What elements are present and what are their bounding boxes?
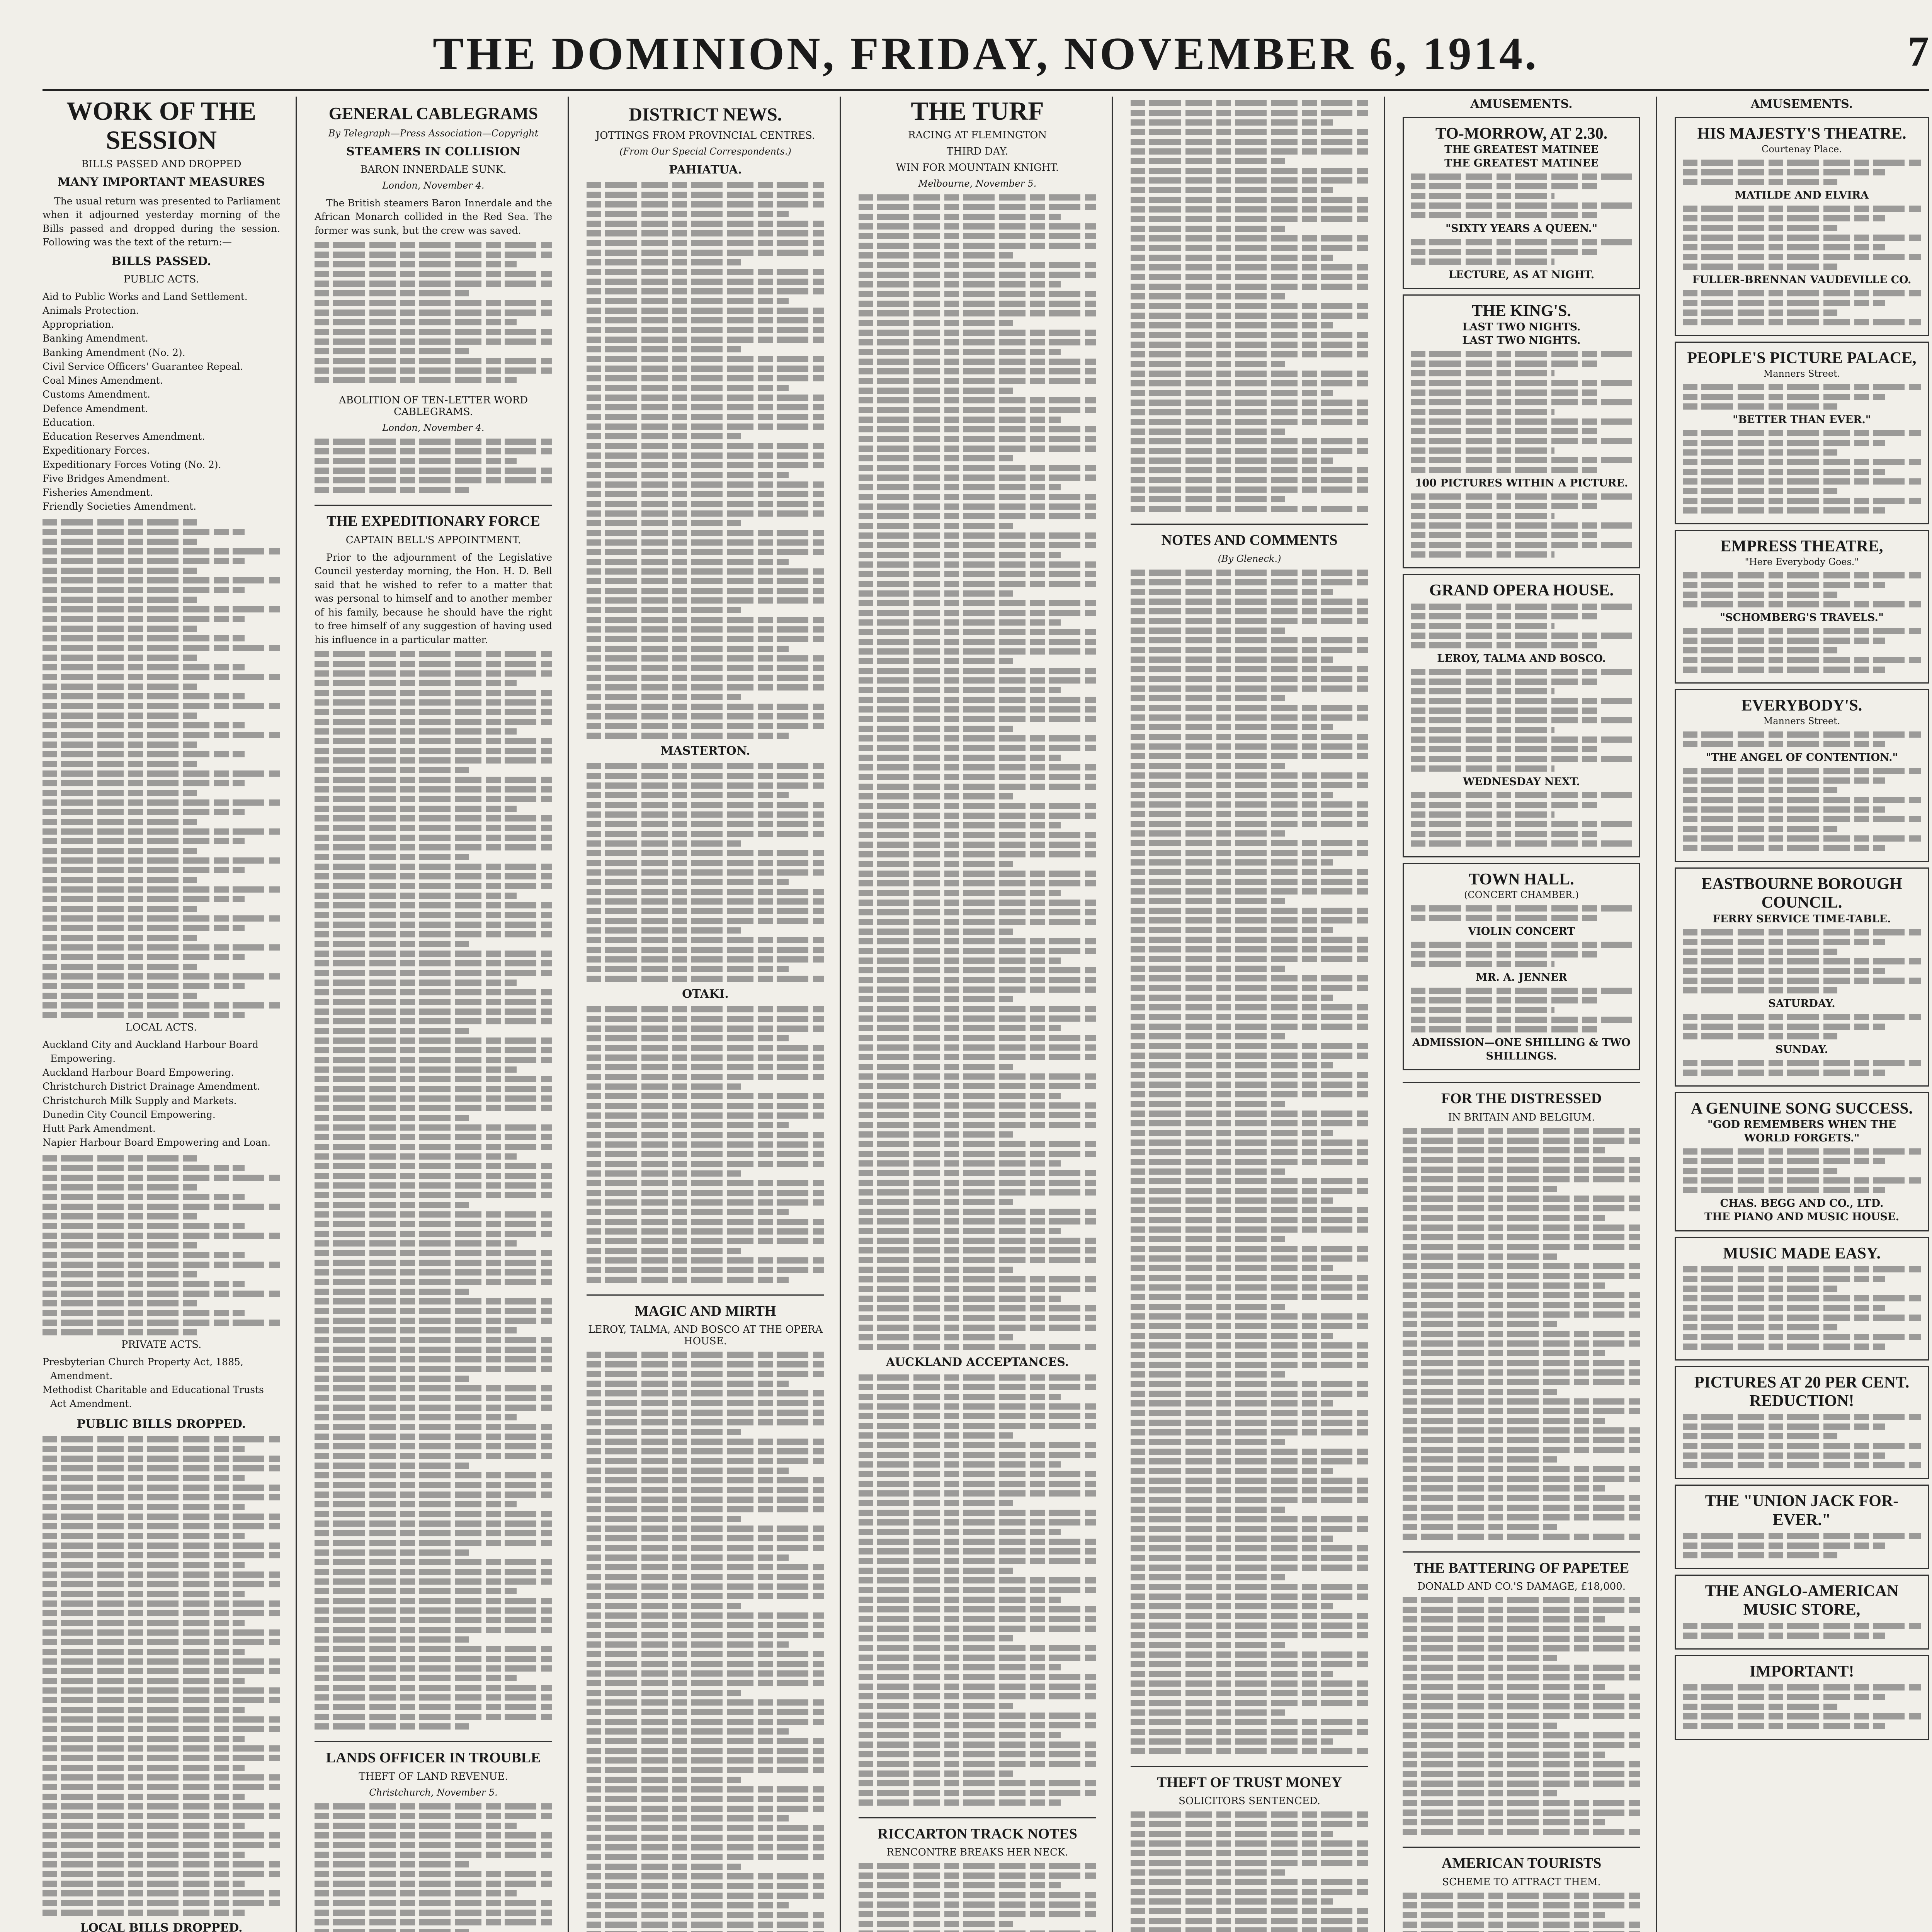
music-made-easy-ad	[1675, 1237, 1929, 1361]
ad-line: Manners Street.	[1763, 716, 1840, 727]
eastbourne-ferry-ad	[1675, 867, 1929, 1087]
his-majestys-ad	[1675, 117, 1929, 336]
steamers-paragraph: The British steamers Baron Innerdale and the African Monarch collided in the Red Sea. The former was sunk, but the crew was saved.	[315, 197, 552, 236]
list-item: Appropriation.	[43, 319, 114, 330]
list-item: Christchurch District Drainage Amendment.	[43, 1081, 260, 1092]
expeditionary-force-heading: THE EXPEDITIONARY FORCE	[315, 505, 552, 531]
column-4	[859, 97, 1113, 1932]
ad-title: MUSIC MADE EASY.	[1723, 1244, 1881, 1262]
peoples-picture-palace-ad	[1675, 342, 1929, 524]
riccarton-heading: RICCARTON TRACK NOTES	[859, 1817, 1096, 1843]
list-item: Banking Amendment (No. 2).	[43, 347, 185, 358]
session-intro: The usual return was presented to Parliament when it adjourned yesterday morning of the Bills passed and dropped during the session. Following was the text of the return:—	[43, 195, 280, 248]
ad-line: SATURDAY.	[1768, 997, 1835, 1010]
otaki-heading: OTAKI.	[682, 987, 729, 1001]
dateline: London, November 4.	[382, 422, 485, 434]
britain-belgium-sub: IN BRITAIN AND BELGIUM.	[1448, 1111, 1595, 1123]
list-item: Dunedin City Council Empowering.	[43, 1109, 216, 1120]
masthead	[43, 23, 1929, 91]
columns	[43, 97, 1929, 1932]
ad-title: THE KING'S.	[1472, 302, 1571, 320]
pictures-reduction-ad	[1675, 1366, 1929, 1480]
list-item: Defence Amendment.	[43, 403, 148, 414]
ad-line: CHAS. BEGG AND CO., LTD.	[1720, 1197, 1884, 1210]
list-item: Expeditionary Forces Voting (No. 2).	[43, 459, 221, 470]
grand-opera-house-ad	[1403, 574, 1640, 857]
gleneck-byline: (By Gleneck.)	[1218, 553, 1281, 564]
list-item: Civil Service Officers' Guarantee Repeal.	[43, 361, 243, 372]
ad-line: Courtenay Place.	[1762, 144, 1842, 155]
list-item: Napier Harbour Board Empowering and Loan.	[43, 1137, 271, 1148]
ad-line: VIOLIN CONCERT	[1468, 925, 1575, 937]
ad-line: (CONCERT CHAMBER.)	[1464, 889, 1579, 901]
baron-innerdale-sub: BARON INNERDALE SUNK.	[360, 163, 507, 175]
lands-officer-heading: LANDS OFFICER IN TROUBLE	[315, 1741, 552, 1767]
ad-line: "SCHOMBERG'S TRAVELS."	[1719, 611, 1884, 624]
list-item: Five Bridges Amendment.	[43, 473, 170, 484]
ad-line: "GOD REMEMBERS WHEN THE WORLD FORGETS."	[1707, 1119, 1896, 1145]
ad-title: THE ANGLO-AMERICAN MUSIC STORE,	[1705, 1582, 1899, 1619]
american-tourists-heading: AMERICAN TOURISTS	[1403, 1847, 1640, 1872]
union-jack-ad	[1675, 1485, 1929, 1569]
steamers-collision-heading: STEAMERS IN COLLISION	[346, 145, 520, 158]
list-item: Presbyterian Church Property Act, 1885, Amendment.	[43, 1356, 243, 1381]
force-paragraph: Prior to the adjournment of the Legislative Council yesterday morning, the Hon. H. D. Bell said that he wished to refer to a matter that was personal to himself and to another member of his family, because he should have the right to free himself of any suggestion of having used his influence in a particular matter.	[315, 551, 552, 645]
ten-letter-sub: ABOLITION OF TEN-LETTER WORD CABLEGRAMS.	[338, 395, 528, 418]
local-acts-label: LOCAL ACTS.	[126, 1021, 197, 1033]
song-success-ad	[1675, 1092, 1929, 1231]
flemington-sub: RACING AT FLEMINGTON	[908, 129, 1047, 141]
rencontre-sub: RENCONTRE BREAKS HER NECK.	[886, 1847, 1068, 1859]
amusements-heading: AMUSEMENTS.	[1470, 97, 1573, 111]
ad-title: EMPRESS THEATRE,	[1720, 537, 1883, 556]
ad-title: GRAND OPERA HOUSE.	[1429, 582, 1614, 600]
list-item: Aid to Public Works and Land Settlement.	[43, 291, 248, 302]
private-acts-list	[43, 1355, 280, 1411]
captain-bell-sub: CAPTAIN BELL'S APPOINTMENT.	[345, 534, 521, 546]
ad-line: "Here Everybody Goes."	[1745, 556, 1859, 568]
ad-title: PICTURES AT 20 PER CENT. REDUCTION!	[1694, 1373, 1910, 1410]
list-item: Auckland Harbour Board Empowering.	[43, 1067, 234, 1078]
masthead-title: THE DOMINION, FRIDAY, NOVEMBER 6, 1914.	[432, 28, 1539, 79]
ad-line: LAST TWO NIGHTS.	[1462, 321, 1581, 333]
district-news-sub: JOTTINGS FROM PROVINCIAL CENTRES.	[595, 129, 815, 141]
important-ad	[1675, 1655, 1929, 1740]
ad-line: LECTURE, AS AT NIGHT.	[1448, 269, 1595, 281]
papetee-heading: THE BATTERING OF PAPETEE	[1403, 1551, 1640, 1577]
anglo-american-music-ad	[1675, 1575, 1929, 1650]
magic-mirth-sub: LEROY, TALMA, AND BOSCO AT THE OPERA HOUSE.	[588, 1324, 823, 1347]
special-correspondents-credit: (From Our Special Correspondents.)	[619, 146, 791, 157]
auckland-acceptances-heading: AUCKLAND ACCEPTANCES.	[886, 1355, 1069, 1369]
theft-trust-money-heading: THEFT OF TRUST MONEY	[1131, 1766, 1368, 1792]
ad-line: "SIXTY YEARS A QUEEN."	[1445, 223, 1598, 235]
distressed-heading: FOR THE DISTRESSED	[1403, 1082, 1640, 1108]
list-item: Education Reserves Amendment.	[43, 431, 205, 442]
column-3	[587, 97, 841, 1932]
ad-line: LAST TWO NIGHTS.	[1462, 335, 1581, 347]
empress-theatre-ad	[1675, 530, 1929, 684]
public-acts-list	[43, 290, 280, 514]
ad-line: THE GREATEST MATINEE	[1444, 157, 1599, 170]
list-item: Customs Amendment.	[43, 389, 150, 400]
ad-title: IMPORTANT!	[1749, 1662, 1854, 1680]
pahiatua-heading: PAHIATUA.	[669, 163, 742, 177]
page-number: 7	[1908, 28, 1929, 75]
local-bills-dropped-label: LOCAL BILLS DROPPED.	[80, 1921, 243, 1932]
attract-them-sub: SCHEME TO ATTRACT THEM.	[1442, 1876, 1601, 1888]
amusements-heading: AMUSEMENTS.	[1750, 97, 1853, 111]
column-6	[1403, 97, 1657, 1932]
the-turf-heading: THE TURF	[911, 97, 1044, 126]
work-of-session-heading: WORK OF THE SESSION	[66, 97, 257, 155]
ad-line: "BETTER THAN EVER."	[1733, 413, 1871, 426]
ad-title: A GENUINE SONG SUCCESS.	[1690, 1099, 1913, 1117]
public-bills-dropped-label: PUBLIC BILLS DROPPED.	[77, 1417, 246, 1431]
everybodys-ad	[1675, 689, 1929, 862]
third-day-sub: THIRD DAY.	[946, 145, 1009, 157]
list-item: Friendly Societies Amendment.	[43, 501, 197, 512]
notes-comments-heading: NOTES AND COMMENTS	[1131, 524, 1368, 549]
ad-line: THE PIANO AND MUSIC HOUSE.	[1704, 1211, 1899, 1223]
list-item: Coal Mines Amendment.	[43, 375, 163, 386]
list-item: Animals Protection.	[43, 304, 139, 316]
theft-land-revenue-sub: THEFT OF LAND REVENUE.	[359, 1770, 508, 1782]
ad-line: 100 PICTURES WITHIN A PICTURE.	[1415, 477, 1628, 490]
general-cablegrams-heading: GENERAL CABLEGRAMS	[328, 104, 538, 123]
list-item: Banking Amendment.	[43, 333, 148, 344]
magic-mirth-heading: MAGIC AND MIRTH	[587, 1294, 824, 1320]
list-item: Hutt Park Amendment.	[43, 1123, 156, 1134]
list-item: Expeditionary Forces.	[43, 445, 150, 456]
ad-line: ADMISSION—ONE SHILLING & TWO SHILLINGS.	[1412, 1036, 1631, 1062]
public-acts-label: PUBLIC ACTS.	[124, 273, 199, 285]
donald-damage-sub: DONALD AND CO.'S DAMAGE, £18,000.	[1417, 1581, 1626, 1593]
ad-line: Manners Street.	[1763, 368, 1840, 379]
press-credit: By Telegraph—Press Association—Copyright	[328, 128, 539, 139]
local-acts-list	[43, 1038, 280, 1150]
ad-title: TOWN HALL.	[1469, 870, 1574, 888]
dateline: Christchurch, November 5.	[369, 1787, 498, 1798]
list-item: Methodist Charitable and Educational Trusts Act Amendment.	[43, 1384, 264, 1410]
ad-line: FULLER-BRENNAN VAUDEVILLE CO.	[1692, 274, 1912, 286]
private-acts-label: PRIVATE ACTS.	[121, 1338, 202, 1350]
ad-line: FERRY SERVICE TIME-TABLE.	[1713, 913, 1891, 925]
ad-title: EVERYBODY'S.	[1741, 697, 1862, 715]
masterton-heading: MASTERTON.	[660, 744, 750, 758]
town-hall-ad	[1403, 863, 1640, 1070]
ad-title: HIS MAJESTY'S THEATRE.	[1697, 125, 1906, 143]
list-item: Fisheries Amendment.	[43, 487, 153, 498]
bills-passed-label: BILLS PASSED.	[111, 254, 211, 268]
column-2	[315, 97, 569, 1932]
ad-line: MR. A. JENNER	[1476, 971, 1567, 983]
bills-passed-dropped-sub: BILLS PASSED AND DROPPED	[81, 158, 242, 170]
kings-theatre-ad	[1403, 294, 1640, 569]
list-item: Education.	[43, 417, 95, 428]
ad-title: PEOPLE'S PICTURE PALACE,	[1687, 349, 1917, 367]
ad-line: WEDNESDAY NEXT.	[1463, 776, 1580, 788]
mountain-knight-sub: WIN FOR MOUNTAIN KNIGHT.	[896, 162, 1059, 173]
ad-line: LEROY, TALMA AND BOSCO.	[1437, 652, 1606, 665]
ad-line: SUNDAY.	[1776, 1043, 1828, 1056]
column-7	[1675, 97, 1929, 1932]
ad-line: MATILDE AND ELVIRA	[1735, 189, 1869, 201]
column-5	[1131, 97, 1385, 1932]
ad-title: TO-MORROW, AT 2.30.	[1435, 125, 1608, 143]
ad-title: THE "UNION JACK FOR-EVER."	[1705, 1492, 1899, 1529]
solicitors-sentenced-sub: SOLICITORS SENTENCED.	[1179, 1795, 1320, 1807]
list-item: Auckland City and Auckland Harbour Board Empowering.	[43, 1039, 259, 1064]
ad-line: "THE ANGEL OF CONTENTION."	[1706, 751, 1898, 764]
ad-title: EASTBOURNE BOROUGH COUNCIL.	[1701, 875, 1902, 912]
dateline: Melbourne, November 5.	[918, 178, 1037, 189]
dateline: London, November 4.	[382, 180, 485, 191]
column-1	[43, 97, 297, 1932]
district-news-heading: DISTRICT NEWS.	[629, 104, 782, 125]
matinee-ad	[1403, 117, 1640, 289]
ad-line: THE GREATEST MATINEE	[1444, 144, 1599, 156]
list-item: Christchurch Milk Supply and Markets.	[43, 1095, 237, 1106]
important-measures-sub: MANY IMPORTANT MEASURES	[58, 175, 265, 189]
